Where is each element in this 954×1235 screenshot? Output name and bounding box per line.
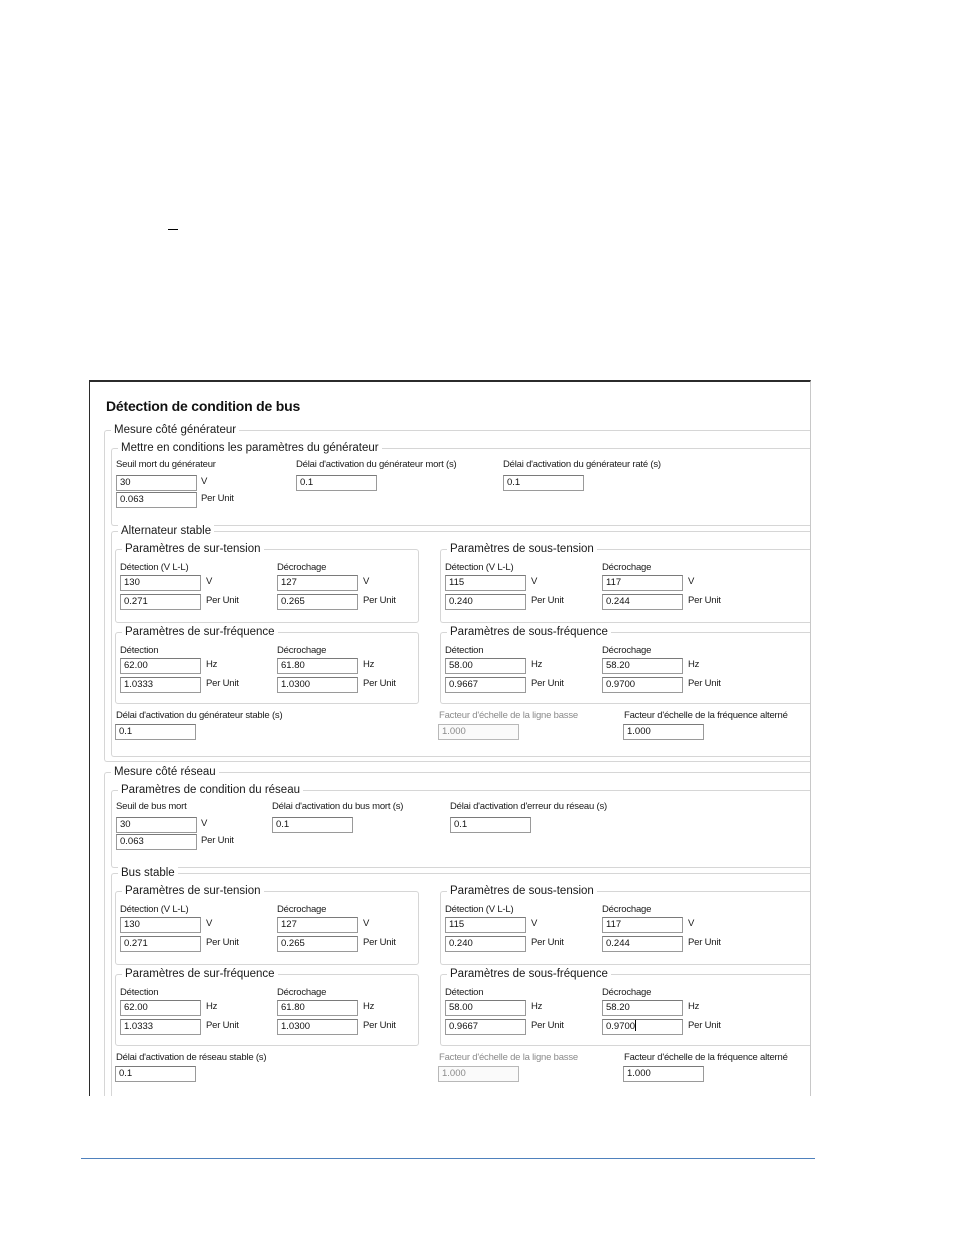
dropout-pu-input[interactable]: 0.265 bbox=[277, 936, 358, 952]
unit-volt: V bbox=[201, 818, 208, 829]
group-title: Paramètres de sur-tension bbox=[122, 883, 264, 899]
footer-rule bbox=[81, 1158, 815, 1159]
dropout-label: Décrochage bbox=[277, 645, 327, 656]
pickup-label: Détection bbox=[120, 987, 159, 998]
unit-per-unit: Per Unit bbox=[363, 678, 396, 689]
dropout-label: Décrochage bbox=[602, 904, 652, 915]
dropout-label: Décrochage bbox=[277, 904, 327, 915]
unit-per-unit: Per Unit bbox=[688, 595, 721, 606]
pickup-hz-input[interactable]: 62.00 bbox=[120, 658, 201, 674]
unit-hertz: Hz bbox=[531, 659, 543, 670]
pickup-hz-input[interactable]: 62.00 bbox=[120, 1000, 201, 1016]
page-title: Détection de condition de bus bbox=[106, 398, 301, 414]
unit-volt: V bbox=[531, 576, 538, 587]
pickup-label: Détection bbox=[445, 987, 484, 998]
group-title: Mettre en conditions les paramètres du générateur bbox=[118, 440, 382, 456]
unit-per-unit: Per Unit bbox=[688, 678, 721, 689]
unit-hertz: Hz bbox=[206, 1001, 218, 1012]
unit-per-unit: Per Unit bbox=[206, 1020, 239, 1031]
failed-delay-label: Délai d'activation du générateur raté (s) bbox=[503, 459, 661, 470]
group-title: Bus stable bbox=[118, 865, 178, 881]
pickup-label: Détection bbox=[120, 645, 159, 656]
group-underfrequency bbox=[440, 626, 811, 704]
failed-delay-input[interactable]: 0.1 bbox=[450, 817, 531, 833]
dropout-volts-input[interactable]: 127 bbox=[277, 917, 358, 933]
group-title: Paramètres de condition du réseau bbox=[118, 782, 303, 798]
text-cursor-mark bbox=[168, 229, 178, 230]
dead-delay-input[interactable]: 0.1 bbox=[296, 475, 377, 491]
dropout-volts-input[interactable]: 117 bbox=[602, 917, 683, 933]
low-line-scale-label: Facteur d'échelle de la ligne basse bbox=[439, 1052, 578, 1063]
alt-freq-scale-input[interactable]: 1.000 bbox=[623, 1066, 704, 1082]
unit-hertz: Hz bbox=[363, 1001, 375, 1012]
pickup-pu-input[interactable]: 0.240 bbox=[445, 936, 526, 952]
dead-delay-label: Délai d'activation du bus mort (s) bbox=[272, 801, 404, 812]
stable-activation-delay-input[interactable]: 0.1 bbox=[115, 724, 196, 740]
pickup-volts-input[interactable]: 130 bbox=[120, 917, 201, 933]
dead-delay-label: Délai d'activation du générateur mort (s) bbox=[296, 459, 457, 470]
unit-hertz: Hz bbox=[531, 1001, 543, 1012]
dropout-hz-input[interactable]: 61.80 bbox=[277, 658, 358, 674]
unit-per-unit: Per Unit bbox=[531, 595, 564, 606]
unit-volt: V bbox=[201, 476, 208, 487]
group-bus-conditions bbox=[111, 784, 811, 868]
dead-threshold-volts-input[interactable]: 30 bbox=[116, 817, 197, 833]
group-title: Paramètres de sous-tension bbox=[447, 541, 597, 557]
unit-per-unit: Per Unit bbox=[363, 937, 396, 948]
dropout-pu-input[interactable]: 0.265 bbox=[277, 594, 358, 610]
pickup-pu-input[interactable]: 0.271 bbox=[120, 936, 201, 952]
dead-threshold-pu-input[interactable]: 0.063 bbox=[116, 834, 197, 850]
group-underfrequency bbox=[440, 968, 811, 1046]
low-line-scale-input: 1.000 bbox=[438, 1066, 519, 1082]
alt-freq-scale-input[interactable]: 1.000 bbox=[623, 724, 704, 740]
stable-activation-delay-label: Délai d'activation de réseau stable (s) bbox=[116, 1052, 267, 1063]
pickup-volts-input[interactable]: 115 bbox=[445, 917, 526, 933]
dropout-hz-input[interactable]: 58.20 bbox=[602, 658, 683, 674]
unit-volt: V bbox=[206, 576, 213, 587]
unit-volt: V bbox=[531, 918, 538, 929]
unit-volt: V bbox=[688, 918, 695, 929]
unit-volt: V bbox=[206, 918, 213, 929]
unit-per-unit: Per Unit bbox=[363, 595, 396, 606]
dropout-label: Décrochage bbox=[277, 987, 327, 998]
pickup-pu-input[interactable]: 0.9667 bbox=[445, 677, 526, 693]
unit-per-unit: Per Unit bbox=[688, 937, 721, 948]
low-line-scale-label: Facteur d'échelle de la ligne basse bbox=[439, 710, 578, 721]
dead-threshold-volts-input[interactable]: 30 bbox=[116, 475, 197, 491]
dropout-hz-input[interactable]: 61.80 bbox=[277, 1000, 358, 1016]
pickup-pu-input[interactable]: 0.9667 bbox=[445, 1019, 526, 1035]
dropout-label: Décrochage bbox=[602, 562, 652, 573]
dropout-volts-input[interactable]: 117 bbox=[602, 575, 683, 591]
group-title: Paramètres de sur-tension bbox=[122, 541, 264, 557]
group-title: Paramètres de sous-fréquence bbox=[447, 624, 611, 640]
dropout-pu-input[interactable]: 1.0300 bbox=[277, 677, 358, 693]
group-title: Mesure côté réseau bbox=[111, 764, 219, 780]
stable-activation-delay-label: Délai d'activation du générateur stable (s) bbox=[116, 710, 283, 721]
group-overfrequency bbox=[115, 968, 419, 1046]
dropout-pu-input[interactable]: 0.244 bbox=[602, 936, 683, 952]
unit-hertz: Hz bbox=[688, 1001, 700, 1012]
group-title: Alternateur stable bbox=[118, 523, 214, 539]
dead-delay-input[interactable]: 0.1 bbox=[272, 817, 353, 833]
dropout-label: Décrochage bbox=[602, 645, 652, 656]
group-title: Mesure côté générateur bbox=[111, 422, 239, 438]
unit-per-unit: Per Unit bbox=[531, 1020, 564, 1031]
group-overvoltage bbox=[115, 885, 419, 965]
dropout-volts-input[interactable]: 127 bbox=[277, 575, 358, 591]
unit-per-unit: Per Unit bbox=[531, 937, 564, 948]
group-undervoltage bbox=[440, 543, 811, 623]
bus-condition-detection-panel bbox=[89, 380, 811, 1096]
dropout-pu-input[interactable]: 0.9700 bbox=[602, 1019, 683, 1035]
unit-per-unit: Per Unit bbox=[206, 595, 239, 606]
group-overfrequency bbox=[115, 626, 419, 704]
dropout-label: Décrochage bbox=[277, 562, 327, 573]
pickup-volts-input[interactable]: 130 bbox=[120, 575, 201, 591]
dead-threshold-label: Seuil mort du générateur bbox=[116, 459, 216, 470]
alt-freq-scale-label: Facteur d'échelle de la fréquence alterné bbox=[624, 1052, 788, 1063]
dead-threshold-label: Seuil de bus mort bbox=[116, 801, 187, 812]
failed-delay-label: Délai d'activation d'erreur du réseau (s) bbox=[450, 801, 608, 812]
unit-per-unit: Per Unit bbox=[688, 1020, 721, 1031]
dropout-pu-input[interactable]: 0.244 bbox=[602, 594, 683, 610]
pickup-pu-input[interactable]: 1.0333 bbox=[120, 1019, 201, 1035]
group-generator-conditions bbox=[111, 442, 811, 526]
pickup-volts-input[interactable]: 115 bbox=[445, 575, 526, 591]
group-title: Paramètres de sous-fréquence bbox=[447, 966, 611, 982]
pickup-label: Détection (V L-L) bbox=[445, 904, 514, 915]
alt-freq-scale-label: Facteur d'échelle de la fréquence alterné bbox=[624, 710, 788, 721]
group-title: Paramètres de sur-fréquence bbox=[122, 966, 278, 982]
group-overvoltage bbox=[115, 543, 419, 623]
pickup-pu-input[interactable]: 0.271 bbox=[120, 594, 201, 610]
unit-hertz: Hz bbox=[363, 659, 375, 670]
stable-activation-delay-input[interactable]: 0.1 bbox=[115, 1066, 196, 1082]
dropout-pu-input[interactable]: 1.0300 bbox=[277, 1019, 358, 1035]
pickup-label: Détection (V L-L) bbox=[120, 904, 189, 915]
dropout-pu-input[interactable]: 0.9700 bbox=[602, 677, 683, 693]
unit-per-unit: Per Unit bbox=[201, 835, 234, 846]
dropout-hz-input[interactable]: 58.20 bbox=[602, 1000, 683, 1016]
unit-per-unit: Per Unit bbox=[206, 678, 239, 689]
pickup-pu-input[interactable]: 0.240 bbox=[445, 594, 526, 610]
low-line-scale-input: 1.000 bbox=[438, 724, 519, 740]
unit-per-unit: Per Unit bbox=[201, 493, 234, 504]
pickup-pu-input[interactable]: 1.0333 bbox=[120, 677, 201, 693]
unit-per-unit: Per Unit bbox=[206, 937, 239, 948]
failed-delay-input[interactable]: 0.1 bbox=[503, 475, 584, 491]
unit-per-unit: Per Unit bbox=[363, 1020, 396, 1031]
group-title: Paramètres de sous-tension bbox=[447, 883, 597, 899]
pickup-label: Détection bbox=[445, 645, 484, 656]
unit-per-unit: Per Unit bbox=[531, 678, 564, 689]
pickup-hz-input[interactable]: 58.00 bbox=[445, 1000, 526, 1016]
unit-hertz: Hz bbox=[688, 659, 700, 670]
pickup-label: Détection (V L-L) bbox=[120, 562, 189, 573]
pickup-label: Détection (V L-L) bbox=[445, 562, 514, 573]
pickup-hz-input[interactable]: 58.00 bbox=[445, 658, 526, 674]
unit-volt: V bbox=[363, 576, 370, 587]
unit-hertz: Hz bbox=[206, 659, 218, 670]
dropout-label: Décrochage bbox=[602, 987, 652, 998]
unit-volt: V bbox=[688, 576, 695, 587]
group-undervoltage bbox=[440, 885, 811, 965]
unit-volt: V bbox=[363, 918, 370, 929]
dead-threshold-pu-input[interactable]: 0.063 bbox=[116, 492, 197, 508]
group-title: Paramètres de sur-fréquence bbox=[122, 624, 278, 640]
